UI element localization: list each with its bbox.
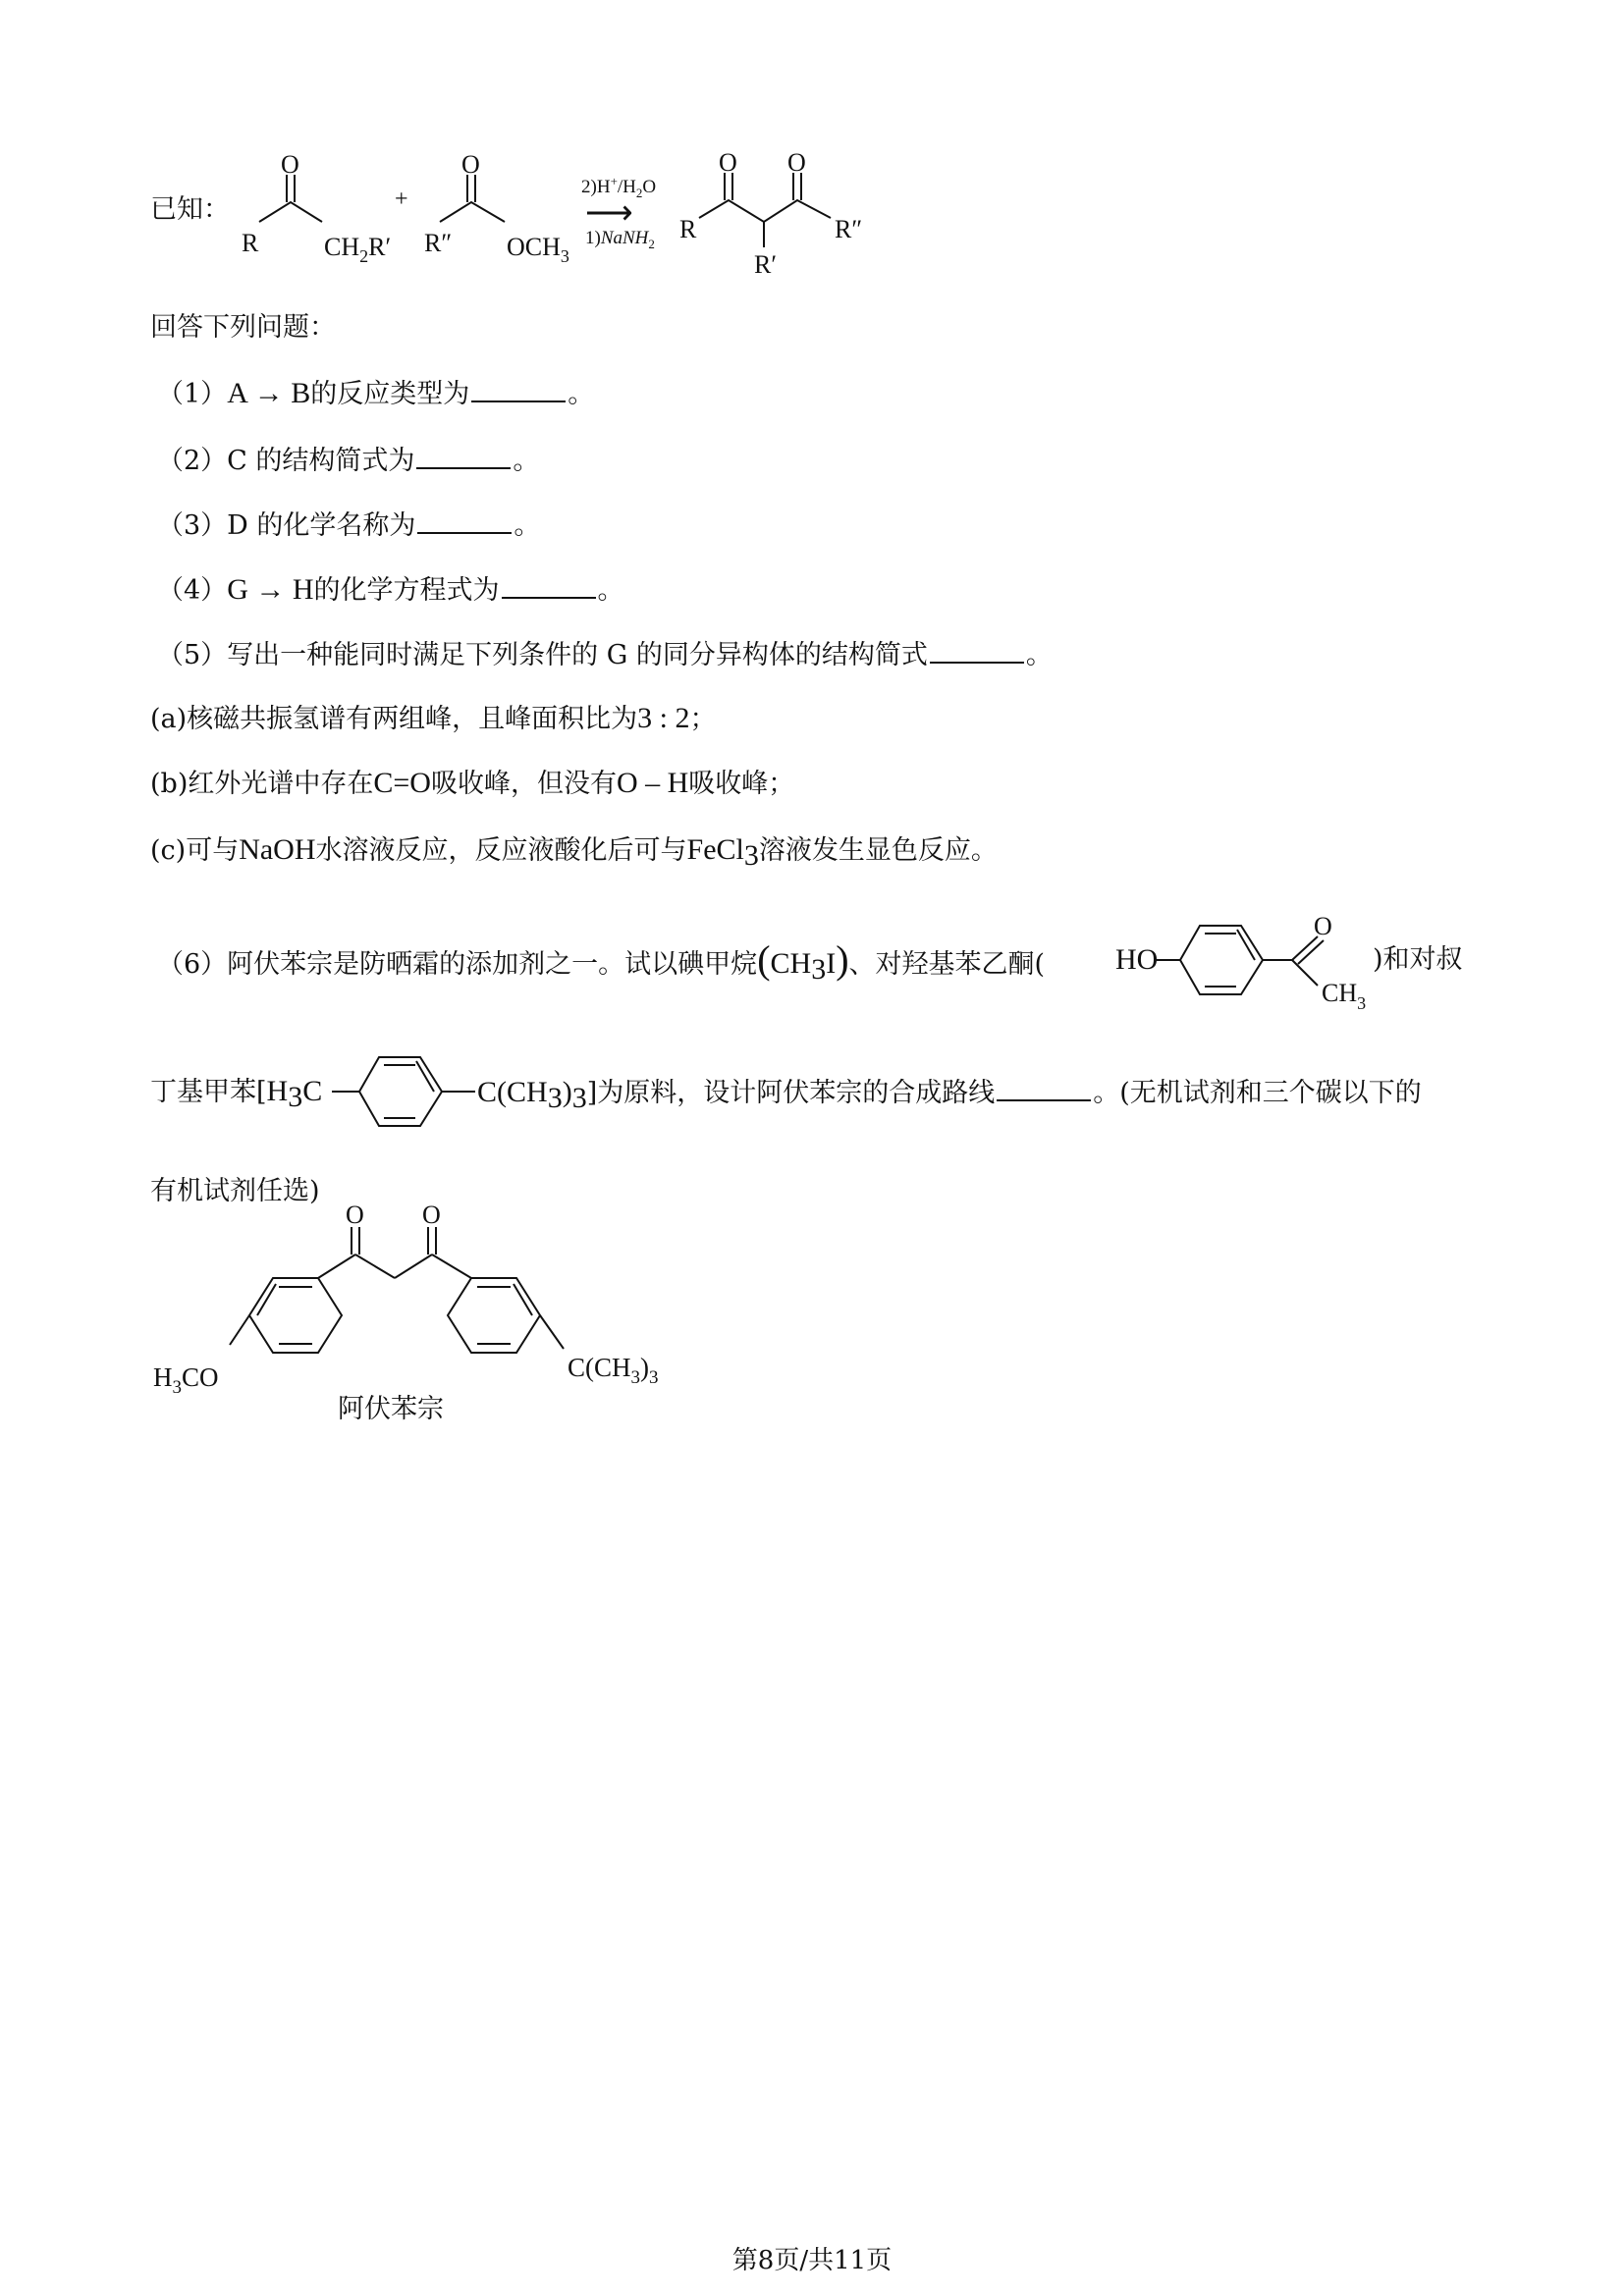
known-label: 已知： bbox=[150, 194, 230, 225]
condition-b: (b)红外光谱中存在C=O吸收峰，但没有O – H吸收峰； bbox=[150, 767, 795, 799]
question-3: （3）D 的化学名称为 。 bbox=[157, 507, 540, 544]
product-r: R bbox=[679, 215, 697, 243]
svg-text:CH3: $CH_3$ bbox=[1322, 979, 1367, 1013]
ketone-oxygen: O bbox=[281, 150, 299, 179]
ester-r: R″ bbox=[424, 229, 453, 257]
svg-text:1)NaNH2: 1)NaNH$_2$ bbox=[585, 228, 655, 251]
ketone-r: R bbox=[242, 229, 259, 257]
condition-a: (a)核磁共振氢谱有两组峰，且峰面积比为3 : 2； bbox=[150, 702, 717, 734]
svg-text:OCH3: $OCH_3$ bbox=[507, 233, 569, 266]
avobenzone-oxygen-2: O bbox=[422, 1201, 441, 1229]
page-footer: 第8页/共11页 bbox=[731, 2246, 893, 2275]
question-6-line-1: （6）阿伏苯宗是防晒霜的添加剂之一。试以碘甲烷$(CH_3I)$、对羟基苯乙酮( bbox=[157, 937, 1046, 986]
svg-text:CH2R′: $CH_2R'$ bbox=[324, 233, 392, 266]
reaction-arrow: ⟶ bbox=[585, 195, 633, 232]
question-6-line-3: 有机试剂任选) bbox=[150, 1176, 320, 1206]
question-6-line-2: $C(CH_3)_3$]为原料，设计阿伏苯宗的合成路线 。(无机试剂和三个碳以下的 bbox=[477, 1076, 1422, 1114]
methoxy-label: $H_3CO$ bbox=[153, 1362, 219, 1398]
svg-text:O: O bbox=[1314, 912, 1332, 940]
avobenzone-name: 阿伏苯宗 bbox=[338, 1394, 444, 1424]
question-6-line-1-end: )和对叔 bbox=[1373, 944, 1463, 975]
condition-c: (c)可与NaOH水溶液反应，反应液酸化后可与FeCl$_3$溶液发生显色反应。 bbox=[150, 833, 998, 872]
plus-sign: + bbox=[395, 187, 408, 212]
ester-oxygen: O bbox=[461, 150, 480, 179]
product-oxygen-1: O bbox=[719, 148, 737, 177]
avobenzone-oxygen-1: O bbox=[346, 1201, 364, 1229]
question-4: （4）G → H的化学方程式为 。 bbox=[157, 573, 624, 606]
question-2: （2）C 的结构简式为 。 bbox=[157, 442, 539, 479]
hydroxy-label: HO bbox=[1115, 943, 1159, 976]
intro-text: 回答下列问题： bbox=[150, 312, 336, 343]
question-1: （1）A → B的反应类型为 。 bbox=[157, 377, 595, 409]
question-6-line-2-start: 丁基甲苯[$H_3C$ bbox=[150, 1075, 323, 1113]
svg-text:2)H+/H2O: $2)H^+/H_2O$ bbox=[581, 174, 657, 200]
product-oxygen-2: O bbox=[787, 148, 806, 177]
product-r1: R′ bbox=[754, 250, 778, 279]
question-5: （5）写出一种能同时满足下列条件的 G 的同分异构体的结构简式 。 bbox=[157, 636, 1053, 673]
product-r2: R″ bbox=[835, 215, 863, 243]
tert-butyl-label: $C(CH_3)_3$ bbox=[568, 1353, 659, 1388]
